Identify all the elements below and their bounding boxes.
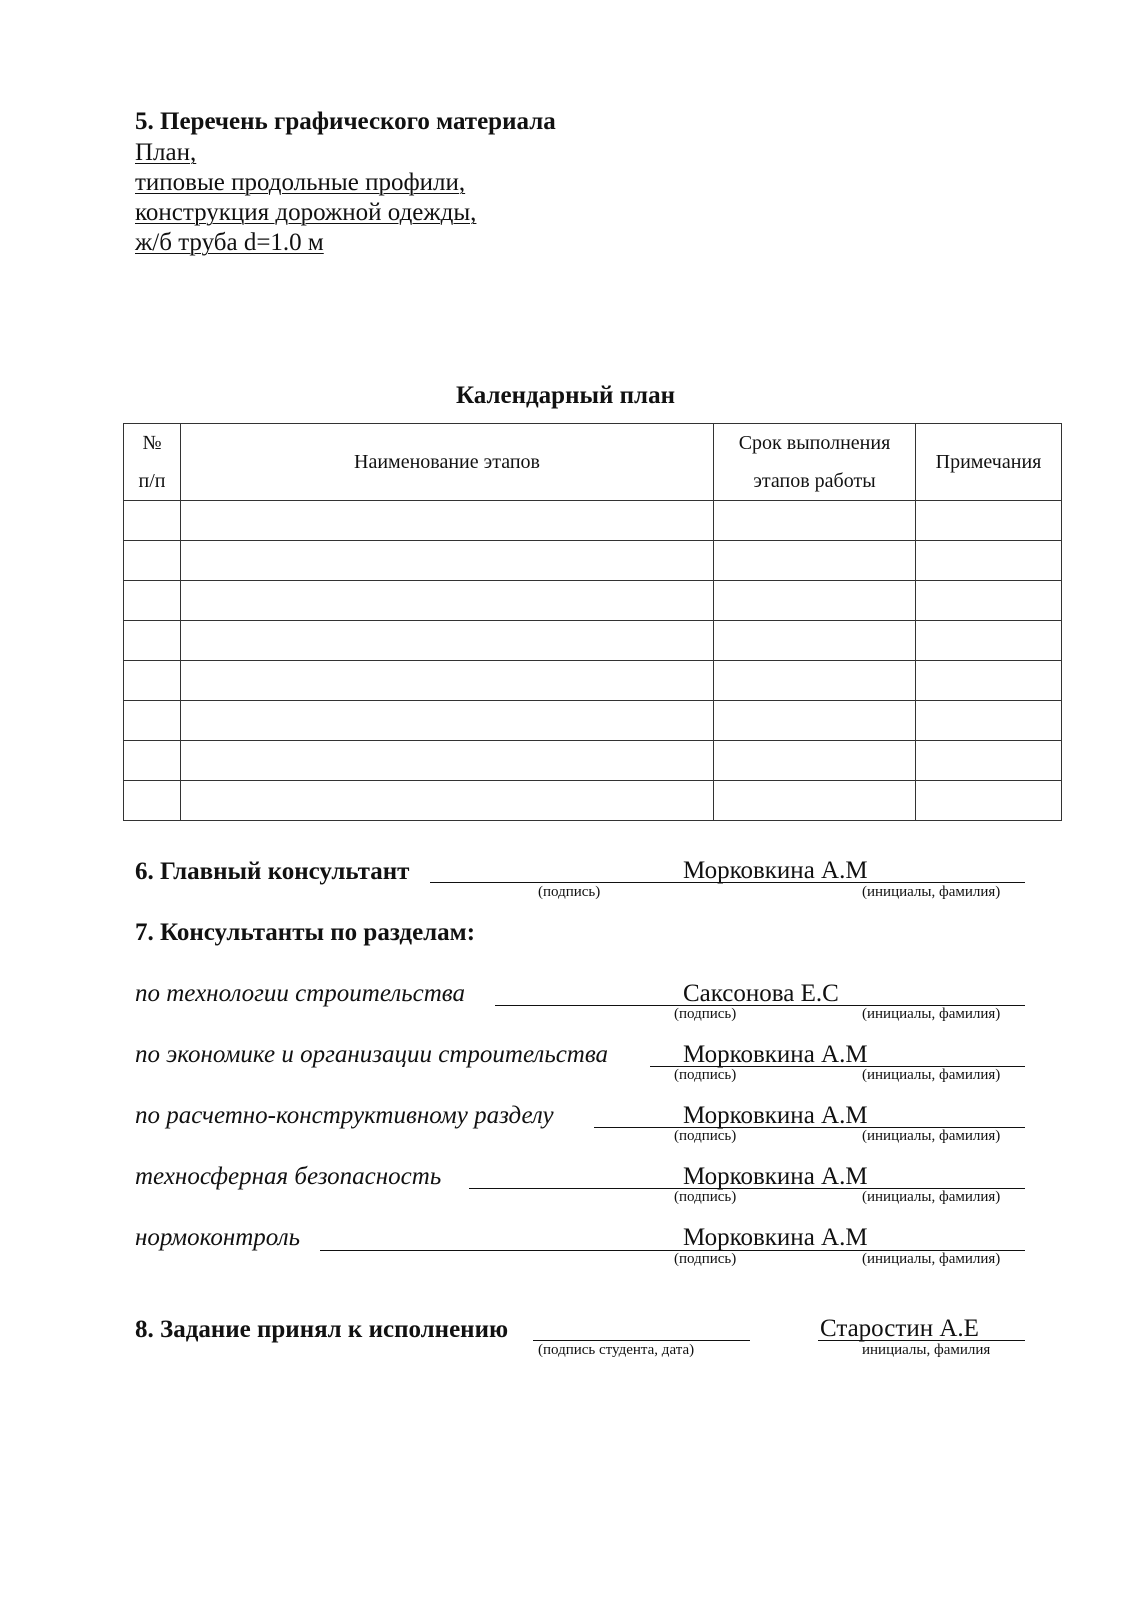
table-cell[interactable] [916,781,1062,821]
consultant-role-technology: по технологии строительства [135,980,465,1007]
table-cell[interactable] [181,741,714,781]
table-row [124,741,1062,781]
table-cell[interactable] [181,621,714,661]
table-cell[interactable] [916,581,1062,621]
chief-consultant-name: Морковкина А.М [683,857,868,884]
consultant-name: Морковкина А.М [683,1102,868,1129]
column-header-notes: Примечания [916,424,1062,501]
student-name-line [818,1340,1025,1341]
name-caption: (инициалы, фамилия) [862,1189,1001,1205]
student-name: Старостин А.Е [820,1315,979,1342]
calendar-plan-table [123,423,1062,821]
table-cell[interactable] [714,701,916,741]
table-row [124,621,1062,661]
consultant-role-normcontrol: нормоконтроль [135,1224,300,1251]
table-row [124,581,1062,621]
signature-caption: (подпись) [674,1189,737,1205]
table-cell[interactable] [714,661,916,701]
consultant-role-structural: по расчетно-конструктивному разделу [135,1102,554,1129]
column-header-stage-name: Наименование этапов [181,424,714,501]
table-cell[interactable] [714,501,916,541]
table-header-row [124,424,1062,501]
section5-title: 5. Перечень графического материала [135,108,556,135]
signature-caption: (подпись) [674,1251,737,1267]
consultant-role-economics: по экономике и организации строительства [135,1041,609,1068]
student-signature-line[interactable] [533,1340,750,1341]
table-cell[interactable] [916,701,1062,741]
table-cell[interactable] [714,621,916,661]
name-caption: (инициалы, фамилия) [862,884,1001,900]
table-cell[interactable] [181,781,714,821]
table-cell[interactable] [714,781,916,821]
name-caption: (инициалы, фамилия) [862,1067,1001,1083]
table-cell[interactable] [124,541,181,581]
table-cell[interactable] [181,501,714,541]
section7-title: 7. Консультанты по разделам: [135,919,476,946]
calendar-plan-title: Календарный план [455,382,675,409]
table-cell[interactable] [124,621,181,661]
table-cell[interactable] [916,741,1062,781]
section6-title: 6. Главный консультант [135,858,410,885]
name-caption: (инициалы, фамилия) [862,1251,1001,1267]
column-header-term [714,424,916,501]
table-cell[interactable] [124,501,181,541]
table-cell[interactable] [714,581,916,621]
table-cell[interactable] [916,661,1062,701]
column-header-term-line2: этапов работы [753,470,876,492]
section8-title: 8. Задание принял к исполнению [135,1316,509,1343]
consultant-name: Морковкина А.М [683,1163,868,1190]
graphic-material-item: типовые продольные профили, [135,169,466,196]
table-cell[interactable] [916,501,1062,541]
table-cell[interactable] [181,701,714,741]
table-row [124,541,1062,581]
table-cell[interactable] [714,541,916,581]
table-row [124,661,1062,701]
table-cell[interactable] [916,541,1062,581]
signature-caption: (подпись) [674,1067,737,1083]
graphic-material-item: План, [135,139,197,166]
signature-caption: (подпись) [674,1128,737,1144]
graphic-material-item: ж/б труба d=1.0 м [135,229,324,256]
table-cell[interactable] [124,781,181,821]
table-cell[interactable] [124,701,181,741]
table-cell[interactable] [124,741,181,781]
table-cell[interactable] [916,621,1062,661]
student-signature-caption: (подпись студента, дата) [538,1342,695,1358]
name-caption: (инициалы, фамилия) [862,1128,1001,1144]
column-header-number [124,424,181,501]
name-caption: (инициалы, фамилия) [862,1006,1001,1022]
consultant-role-safety: техносферная безопасность [135,1163,442,1190]
consultant-name: Морковкина А.М [683,1224,868,1251]
column-header-term-line1: Срок выполнения [738,432,891,454]
signature-caption: (подпись) [538,884,601,900]
signature-caption: (подпись) [674,1006,737,1022]
table-cell[interactable] [714,741,916,781]
table-row [124,781,1062,821]
column-header-number-line2: п/п [138,470,166,492]
graphic-material-item: конструкция дорожной одежды, [135,199,477,226]
table-cell[interactable] [181,661,714,701]
table-cell[interactable] [124,661,181,701]
consultant-name: Морковкина А.М [683,1041,868,1068]
consultant-name: Саксонова Е.С [683,980,839,1007]
column-header-number-line1: № [142,432,162,454]
table-row [124,701,1062,741]
table-row [124,501,1062,541]
table-cell[interactable] [124,581,181,621]
student-name-caption: инициалы, фамилия [862,1342,991,1358]
table-cell[interactable] [181,541,714,581]
table-cell[interactable] [181,581,714,621]
